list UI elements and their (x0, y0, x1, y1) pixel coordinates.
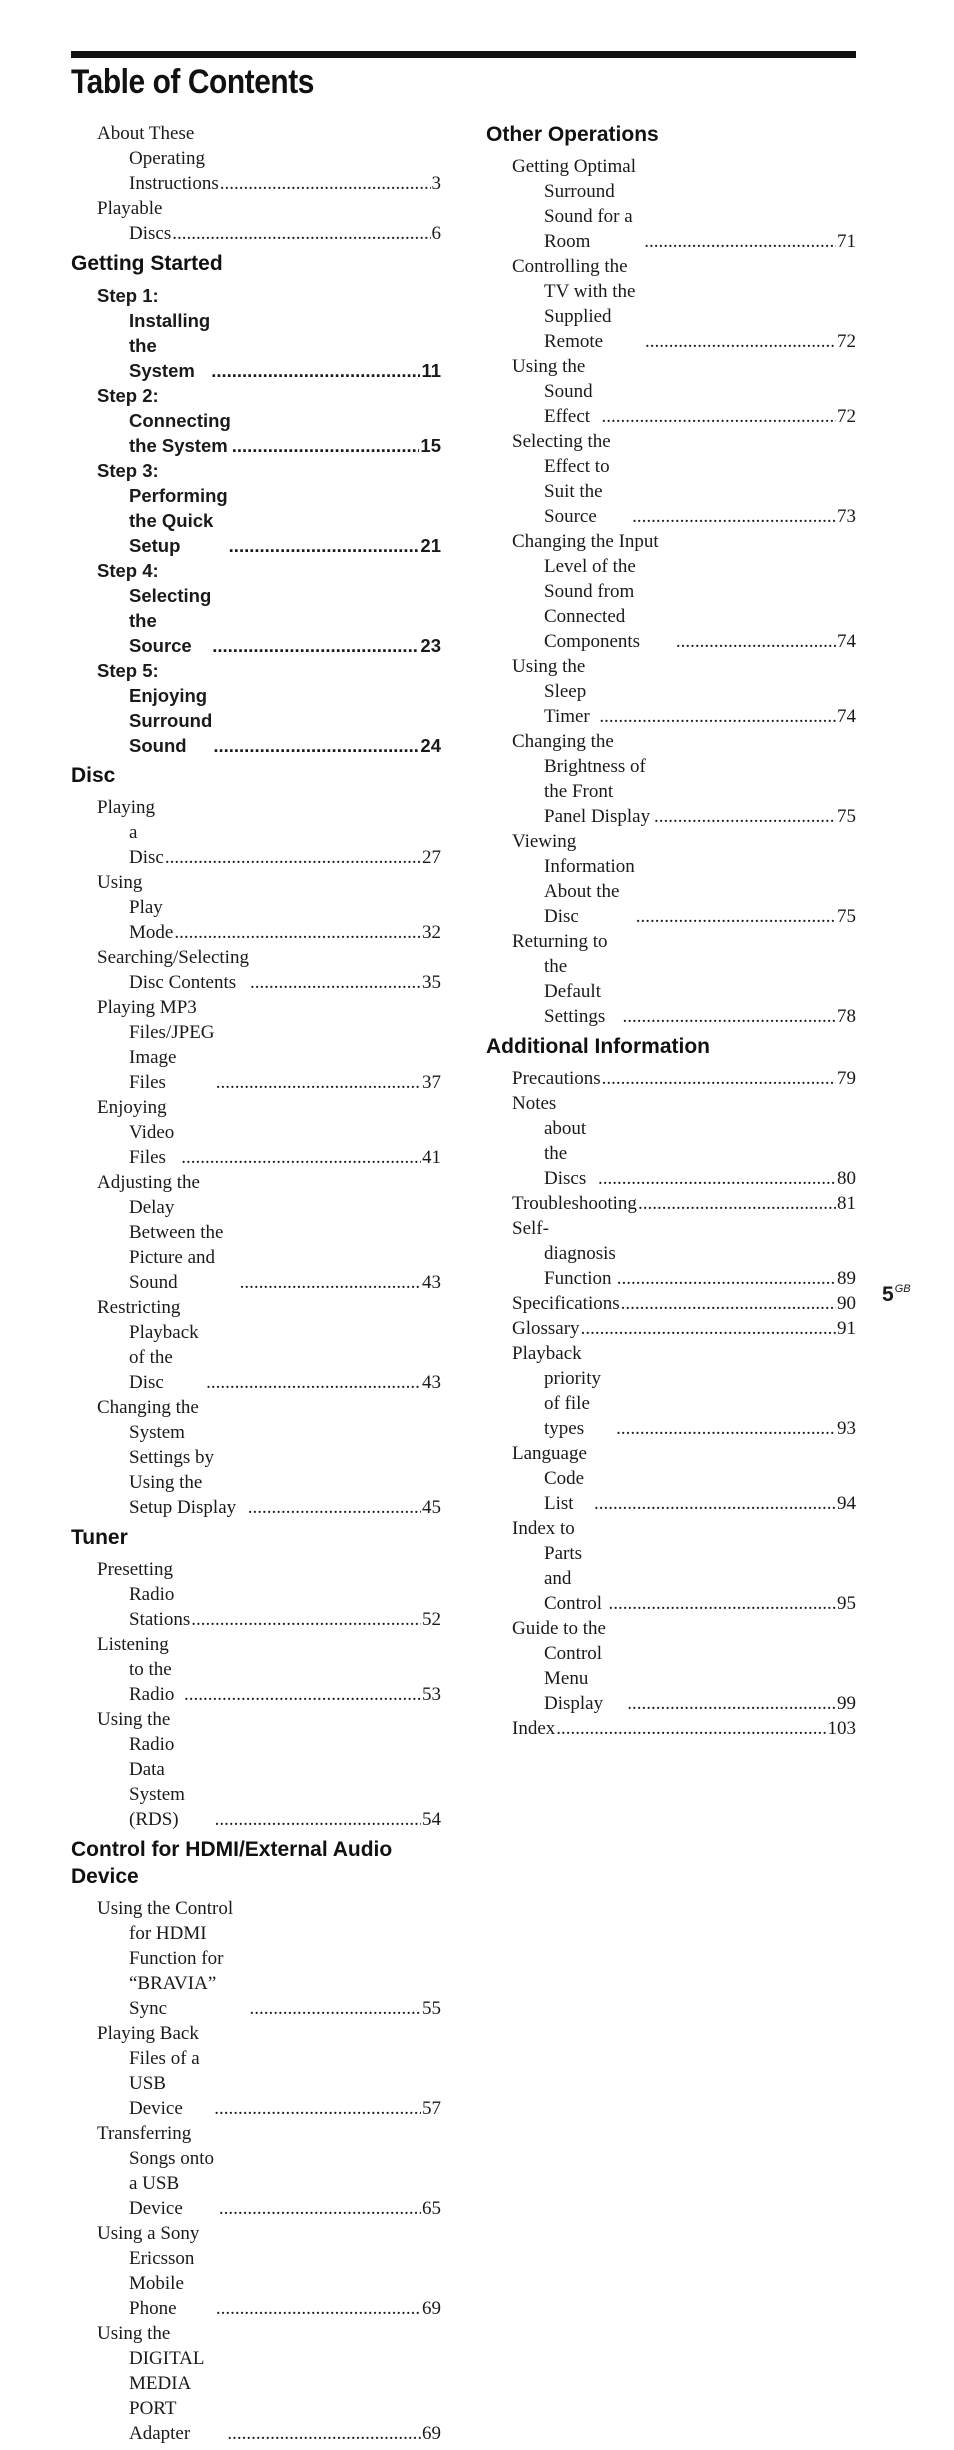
toc-entry-page: 45 (422, 1497, 441, 1518)
toc-entry[interactable] (97, 283, 441, 383)
toc-entry[interactable] (512, 1291, 856, 1316)
toc-entry-title: Playing Back Files of a USB Device (97, 2023, 200, 2119)
toc-entry-page: 52 (422, 1609, 441, 1630)
toc-entry-title: Using the Sound Effect (512, 356, 593, 427)
toc-entry-title: Getting Optimal Surround Sound for a Room (512, 156, 637, 252)
dot-leader (617, 1266, 836, 1291)
toc-entry-title: Restricting Playback of the Disc (97, 1297, 199, 1393)
dot-leader (191, 1607, 421, 1632)
dot-leader (676, 629, 836, 654)
toc-entry-page: 75 (837, 906, 856, 927)
toc-entry[interactable] (97, 1632, 441, 1707)
toc-entry-title: Step 4: Selecting the Source (97, 560, 212, 656)
toc-entry-page: 41 (422, 1147, 441, 1168)
toc-entry[interactable] (512, 729, 856, 829)
toc-entry-title: Presetting Radio Stations (97, 1559, 191, 1630)
dot-leader (172, 221, 430, 246)
toc-entry[interactable] (512, 1341, 856, 1441)
toc-entry[interactable] (512, 154, 856, 254)
toc-entry-page: 73 (837, 506, 856, 527)
toc-left-column (71, 121, 441, 2450)
toc-entry[interactable] (97, 2221, 441, 2321)
dot-leader (609, 1591, 836, 1616)
toc-entry-page: 95 (837, 1593, 856, 1614)
toc-entry-page: 32 (422, 922, 441, 943)
toc-entry[interactable] (512, 429, 856, 529)
page-number-suffix: GB (894, 1283, 911, 1295)
toc-entry-page: 69 (422, 2298, 441, 2319)
dot-leader (248, 1495, 421, 1520)
toc-entry-title: Selecting the Effect to Suit the Source (512, 431, 611, 527)
dot-leader (602, 1066, 836, 1091)
toc-entry[interactable] (97, 383, 441, 458)
toc-entry-title: Precautions (512, 1068, 601, 1089)
dot-leader (602, 404, 836, 429)
dot-leader (216, 1070, 421, 1095)
toc-entry[interactable] (512, 1216, 856, 1291)
toc-entry-page: 57 (422, 2098, 441, 2119)
dot-leader (556, 1716, 826, 1741)
dot-leader (214, 2096, 421, 2121)
dot-leader (616, 1416, 836, 1441)
section-heading: Disc (71, 764, 116, 787)
toc-entry-title: Index (512, 1718, 556, 1739)
toc-entry-title: Using a Sony Ericsson Mobile Phone (97, 2223, 200, 2319)
dot-leader (211, 358, 420, 383)
toc-entry[interactable] (97, 2021, 441, 2121)
toc-section-list (486, 148, 856, 1033)
toc-entry-page: 74 (837, 706, 856, 727)
toc-section-list (71, 789, 441, 1524)
toc-right-column (486, 121, 856, 1745)
toc-entry[interactable] (97, 870, 441, 945)
dot-leader (627, 1691, 836, 1716)
toc-entry[interactable] (97, 1707, 441, 1832)
toc-entry[interactable] (512, 1191, 856, 1216)
toc-entry-page: 55 (422, 1998, 441, 2019)
section-heading: Getting Started (71, 252, 223, 275)
toc-entry-page: 99 (837, 1693, 856, 1714)
section-heading: Tuner (71, 1526, 128, 1549)
toc-entry-page: 75 (837, 806, 856, 827)
toc-entry-page: 71 (837, 231, 856, 252)
toc-entry[interactable] (512, 1616, 856, 1716)
toc-entry-page: 24 (420, 735, 441, 756)
toc-entry[interactable] (97, 1295, 441, 1395)
dot-leader (638, 1191, 836, 1216)
toc-entry-page: 90 (837, 1293, 856, 1314)
toc-entry[interactable] (97, 1170, 441, 1295)
toc-entry-title: Step 5: Enjoying Surround Sound (97, 660, 213, 756)
toc-entry[interactable] (512, 1516, 856, 1616)
toc-entry-page: 91 (837, 1318, 856, 1339)
toc-entry[interactable] (512, 354, 856, 429)
toc-entry-title: Changing the Brightness of the Front Panel Display (512, 731, 651, 827)
toc-section-list (71, 277, 441, 762)
toc-entry-page: 69 (422, 2423, 441, 2444)
toc-entry-title: Notes about the Discs (512, 1093, 587, 1189)
toc-entry-title: Language Code List (512, 1443, 587, 1514)
toc-entry[interactable] (97, 945, 441, 995)
toc-entry-page: 15 (420, 435, 441, 456)
toc-entry-title: Using Play Mode (97, 872, 174, 943)
toc-entry-title: Changing the Input Level of the Sound from Connected Components (512, 531, 659, 652)
toc-entry-page: 79 (837, 1068, 856, 1089)
toc-entry-page: 78 (837, 1006, 856, 1027)
toc-entry[interactable] (512, 529, 856, 654)
toc-entry-page: 65 (422, 2198, 441, 2219)
toc-entry[interactable] (97, 121, 441, 196)
toc-entry-title: Using the Sleep Timer (512, 656, 590, 727)
toc-entry[interactable] (512, 654, 856, 729)
toc-entry-title: Controlling the TV with the Supplied Remote (512, 256, 636, 352)
dot-leader (213, 733, 419, 758)
dot-leader (250, 1996, 421, 2021)
toc-entry[interactable] (512, 1066, 856, 1091)
toc-entry-page: 80 (837, 1168, 856, 1189)
toc-entry[interactable] (512, 1716, 856, 1741)
dot-leader (621, 1291, 836, 1316)
toc-entry-page: 89 (837, 1268, 856, 1289)
toc-entry[interactable] (97, 995, 441, 1095)
toc-entry-page: 35 (422, 972, 441, 993)
toc-entry-page: 11 (421, 360, 441, 381)
dot-leader (240, 1270, 421, 1295)
toc-entry-page: 72 (837, 331, 856, 352)
toc-entry[interactable] (512, 254, 856, 354)
toc-entry-title: Playing MP3 Files/JPEG Image Files (97, 997, 215, 1093)
toc-entry-title: Using the Control for HDMI Function for “BRAVIA” Sync (97, 1898, 234, 2019)
toc-entry-title: Playable Discs (97, 198, 172, 244)
toc-entry[interactable] (97, 2321, 441, 2446)
toc-entry-title: Viewing Information About the Disc (512, 831, 635, 927)
toc-entry-page: 103 (827, 1718, 856, 1739)
toc-entry-title: About These Operating Instructions (97, 123, 219, 194)
dot-leader (227, 2421, 421, 2446)
toc-section-list (71, 1551, 441, 1836)
dot-leader (229, 533, 420, 558)
dot-leader (219, 2196, 421, 2221)
toc-entry-page: 54 (422, 1809, 441, 1830)
section-heading: Additional Information (486, 1035, 710, 1058)
toc-entry-title: Returning to the Default Settings (512, 931, 608, 1027)
toc-entry-title: Listening to the Radio (97, 1634, 175, 1705)
dot-leader (212, 633, 419, 658)
toc-entry-title: Self-diagnosis Function (512, 1218, 616, 1289)
toc-entry-page: 72 (837, 406, 856, 427)
dot-leader (165, 845, 421, 870)
toc-entry-title: Searching/Selecting Disc Contents (97, 947, 249, 993)
toc-entry-title: Playing a Disc (97, 797, 164, 868)
toc-entry-page: 43 (422, 1272, 441, 1293)
dot-leader (220, 171, 431, 196)
dot-leader (599, 704, 836, 729)
toc-entry-title: Glossary (512, 1318, 580, 1339)
toc-entry-title: Step 1: Installing the System (97, 285, 211, 381)
toc-entry[interactable] (97, 795, 441, 870)
toc-entry[interactable] (512, 829, 856, 929)
page-number (882, 1283, 911, 1307)
toc-entry[interactable] (512, 1316, 856, 1341)
toc-entry-page: 94 (837, 1493, 856, 1514)
toc-entry[interactable] (97, 558, 441, 658)
dot-leader (181, 1145, 421, 1170)
toc-entry-title: Playback priority of file types (512, 1343, 601, 1439)
toc-entry-title: Index to Parts and Control (512, 1518, 603, 1614)
toc-entry-title: Transferring Songs onto a USB Device (97, 2123, 214, 2219)
section-heading: Other Operations (486, 123, 659, 146)
toc-entry-page: 23 (420, 635, 441, 656)
dot-leader (232, 433, 420, 458)
toc-entry-page: 6 (431, 223, 441, 244)
dot-leader (215, 1807, 421, 1832)
toc-entry-title: Step 2: Connecting the System (97, 385, 231, 456)
toc-entry[interactable] (97, 1095, 441, 1170)
dot-leader (250, 970, 421, 995)
dot-leader (206, 1370, 421, 1395)
dot-leader (174, 920, 421, 945)
toc-entry[interactable] (97, 458, 441, 558)
section-heading: Control for HDMI/External Audio Device (71, 1838, 393, 1888)
toc-entry-page: 53 (422, 1684, 441, 1705)
dot-leader (581, 1316, 836, 1341)
toc-entry[interactable] (512, 929, 856, 1029)
toc-entry[interactable] (97, 196, 441, 246)
toc-entry-page: 37 (422, 1072, 441, 1093)
dot-leader (645, 329, 836, 354)
toc-entry-title: Adjusting the Delay Between the Picture and Sound (97, 1172, 224, 1293)
toc-entry[interactable] (97, 1557, 441, 1632)
dot-leader (654, 804, 836, 829)
toc-entry[interactable] (512, 1441, 856, 1516)
toc-entry-title: Troubleshooting (512, 1193, 637, 1214)
toc-entry-page: 21 (420, 535, 441, 556)
dot-leader (636, 904, 836, 929)
dot-leader (184, 1682, 421, 1707)
toc-entry-page: 93 (837, 1418, 856, 1439)
toc-entry-title: Specifications (512, 1293, 620, 1314)
toc-entry-page: 81 (837, 1193, 856, 1214)
dot-leader (623, 1004, 836, 1029)
toc-entry-page: 43 (422, 1372, 441, 1393)
toc-entry-page: 74 (837, 631, 856, 652)
toc-entry-title: Changing the System Settings by Using the Setup Display (97, 1397, 237, 1518)
toc-section-list (71, 1890, 441, 2450)
toc-section-list (486, 1060, 856, 1745)
toc-entry-page: 27 (422, 847, 441, 868)
toc-entry-title: Guide to the Control Menu Display (512, 1618, 606, 1714)
toc-entry-title: Using the DIGITAL MEDIA PORT Adapter (97, 2323, 204, 2444)
title-rule (71, 51, 856, 58)
toc-section-list (71, 121, 441, 250)
dot-leader (594, 1491, 836, 1516)
page-number-value: 5 (882, 1283, 894, 1306)
page-title: Table of Contents (71, 63, 314, 101)
toc-entry-title: Enjoying Video Files (97, 1097, 175, 1168)
toc-entry[interactable] (97, 1395, 441, 1520)
toc-entry-page: 3 (431, 173, 441, 194)
toc-entry[interactable] (97, 1896, 441, 2021)
toc-entry[interactable] (97, 2121, 441, 2221)
toc-entry[interactable] (97, 658, 441, 758)
dot-leader (644, 229, 836, 254)
dot-leader (598, 1166, 836, 1191)
dot-leader (632, 504, 836, 529)
toc-entry[interactable] (512, 1091, 856, 1191)
toc-entry-title: Step 3: Performing the Quick Setup (97, 460, 228, 556)
dot-leader (216, 2296, 421, 2321)
toc-entry-title: Using the Radio Data System (RDS) (97, 1709, 185, 1830)
